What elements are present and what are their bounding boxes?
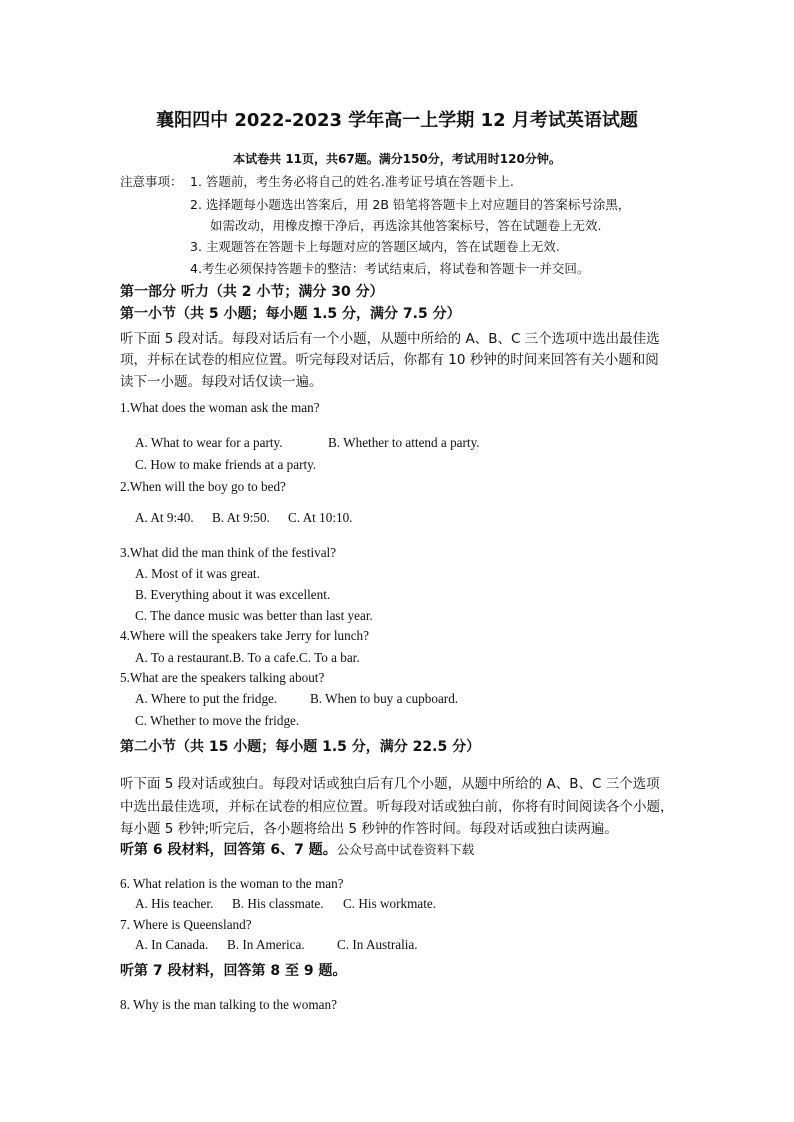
q7-option-b: B. In America. [227,937,305,952]
exam-title: 襄阳四中 2022-2023 学年高一上学期 12 月考试英语试题 [156,110,638,131]
question-4: 4.Where will the speakers take Jerry for lunch? [120,628,369,643]
q3-option-a: A. Most of it was great. [135,566,260,581]
section2-instruction-1: 听下面 5 段对话或独白。每段对话或独白后有几个小题，从题中所给的 A、B、C 三个选项 [120,776,660,792]
q6-option-c: C. His workmate. [343,896,437,911]
note-item-1: 1. 答题前，考生务必将自己的姓名.准考证号填在答题卡上. [190,174,514,189]
section2-heading: 第二小节（共 15 小题；每小题 1.5 分，满分 22.5 分） [120,739,481,755]
section2-instruction-3: 每小题 5 秒钟;听完后，各小题将给出 5 秒钟的作答时间。每段对话或独白读两遍。 [120,821,618,837]
question-5: 5.What are the speakers talking about? [120,670,325,685]
notes-label: 注意事项： [120,174,183,189]
section1-instruction-3: 读下一小题。每段对话仅读一遍。 [120,374,323,390]
note-item-4: 4.考生必须保持答题卡的整洁：考试结束后，将试卷和答题卡一并交回。 [190,261,590,276]
q2-option-b: B. At 9:50. [212,510,270,525]
q7-option-a: A. In Canada. [135,937,209,952]
q1-option-c: C. How to make friends at a party. [135,457,317,472]
q3-option-c: C. The dance music was better than last year. [135,608,373,623]
q4-options: A. To a restaurant.B. To a cafe.C. To a bar. [135,650,360,665]
q7-option-c: C. In Australia. [337,937,418,952]
question-3: 3.What did the man think of the festival? [120,545,337,560]
q2-option-a: A. At 9:40. [135,510,194,525]
q5-option-a: A. Where to put the fridge. [135,691,278,706]
section1-instruction-2: 项，并标在试卷的相应位置。听完每段对话后，你都有 10 秒钟的时间来回答有关小题和阅 [120,352,659,368]
part1-heading: 第一部分 听力（共 2 小节；满分 30 分） [120,284,384,300]
section1-heading: 第一小节（共 5 小题；每小题 1.5 分，满分 7.5 分） [120,306,461,322]
question-8: 8. Why is the man talking to the woman? [120,997,337,1012]
section2-instruction-2: 中选出最佳选项，并标在试卷的相应位置。听每段对话或独白前，你将有时间阅读各个小题， [120,799,674,815]
q2-option-c: C. At 10:10. [288,510,353,525]
q1-option-a: A. What to wear for a party. [135,435,283,450]
section1-instruction-1: 听下面 5 段对话。每段对话后有一个小题，从题中所给的 A、B、C 三个选项中选出最佳选 [120,331,660,347]
q6-option-a: A. His teacher. [135,896,214,911]
material-6-extra: 公众号高中试卷资料下载 [336,842,475,857]
material-7-heading: 听第 7 段材料，回答第 8 至 9 题。 [120,963,347,979]
question-2: 2.When will the boy go to bed? [120,479,286,494]
q1-option-b: B. Whether to attend a party. [328,435,480,450]
material-6-heading [120,839,474,859]
question-6: 6. What relation is the woman to the man? [120,876,344,891]
q5-option-b: B. When to buy a cupboard. [310,691,459,706]
note-item-2-cont: 如需改动，用橡皮擦干净后，再选涂其他答案标号，答在试题卷上无效. [210,218,602,233]
q3-option-b: B. Everything about it was excellent. [135,587,331,602]
exam-subtitle: 本试卷共 11页，共67题。满分150分，考试用时120分钟。 [233,152,561,166]
q5-option-c: C. Whether to move the fridge. [135,713,300,728]
note-item-2: 2. 选择题每小题选出答案后，用 2B 铅笔将答题卡上对应题目的答案标号涂黑， [190,197,631,212]
q6-option-b: B. His classmate. [232,896,324,911]
material-6-title: 听第 6 段材料，回答第 6、7 题。 [120,842,337,858]
note-item-3: 3. 主观题答在答题卡上每题对应的答题区域内，答在试题卷上无效. [190,239,560,254]
question-7: 7. Where is Queensland? [120,917,252,932]
question-1: 1.What does the woman ask the man? [120,400,320,415]
